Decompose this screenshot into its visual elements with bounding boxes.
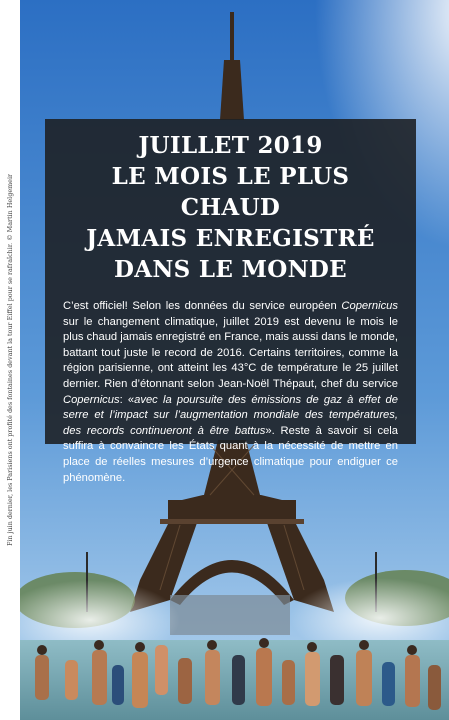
photo-credit: Fin juin dernier, les Parisiens ont profité des fontaines devant la tour Eiffel pour se rafraîchir. © Martin Helgemeir [6, 173, 14, 547]
article-emphasis: Copernicus [63, 393, 120, 406]
article-quote: avec la poursuite des émissions de gaz à effet de serre et l’impact sur l’augmentation mondiale des températures, des records continueront à être battus [63, 393, 398, 437]
article-body [63, 299, 398, 486]
margin-strip [0, 0, 20, 720]
headline-line-3: JAMAIS ENREGISTRÉ [86, 225, 375, 252]
headline-line-2: LE MOIS LE PLUS CHAUD [111, 163, 350, 221]
article-text: C’est officiel! Selon les données du service européen [63, 300, 342, 312]
article-text: sur le changement climatique, juillet 2019 est devenu le mois le plus chaud jamais enregistré en France, mais aussi dans le monde, battant tout juste le record de 2016. Certains territoires, comme la région parisienne, ont atteint les 43°C de température le 25 juillet dernier. Rien d’étonnant selon Jean-Noël Thépaut, chef du service [63, 315, 398, 390]
headline [63, 130, 398, 285]
article-text: : « [119, 393, 135, 406]
article-emphasis: Copernicus [341, 300, 398, 312]
article-text: ». Reste à savoir si cela suffira à convaincre les États quant à la nécessité de mettre en place de réelles mesures d’urgence climatique pour endiguer ce phénomène. [63, 424, 399, 484]
headline-line-1: JUILLET 2019 [138, 132, 323, 159]
article-panel [45, 119, 416, 484]
headline-line-4: DANS LE MONDE [113, 256, 348, 283]
